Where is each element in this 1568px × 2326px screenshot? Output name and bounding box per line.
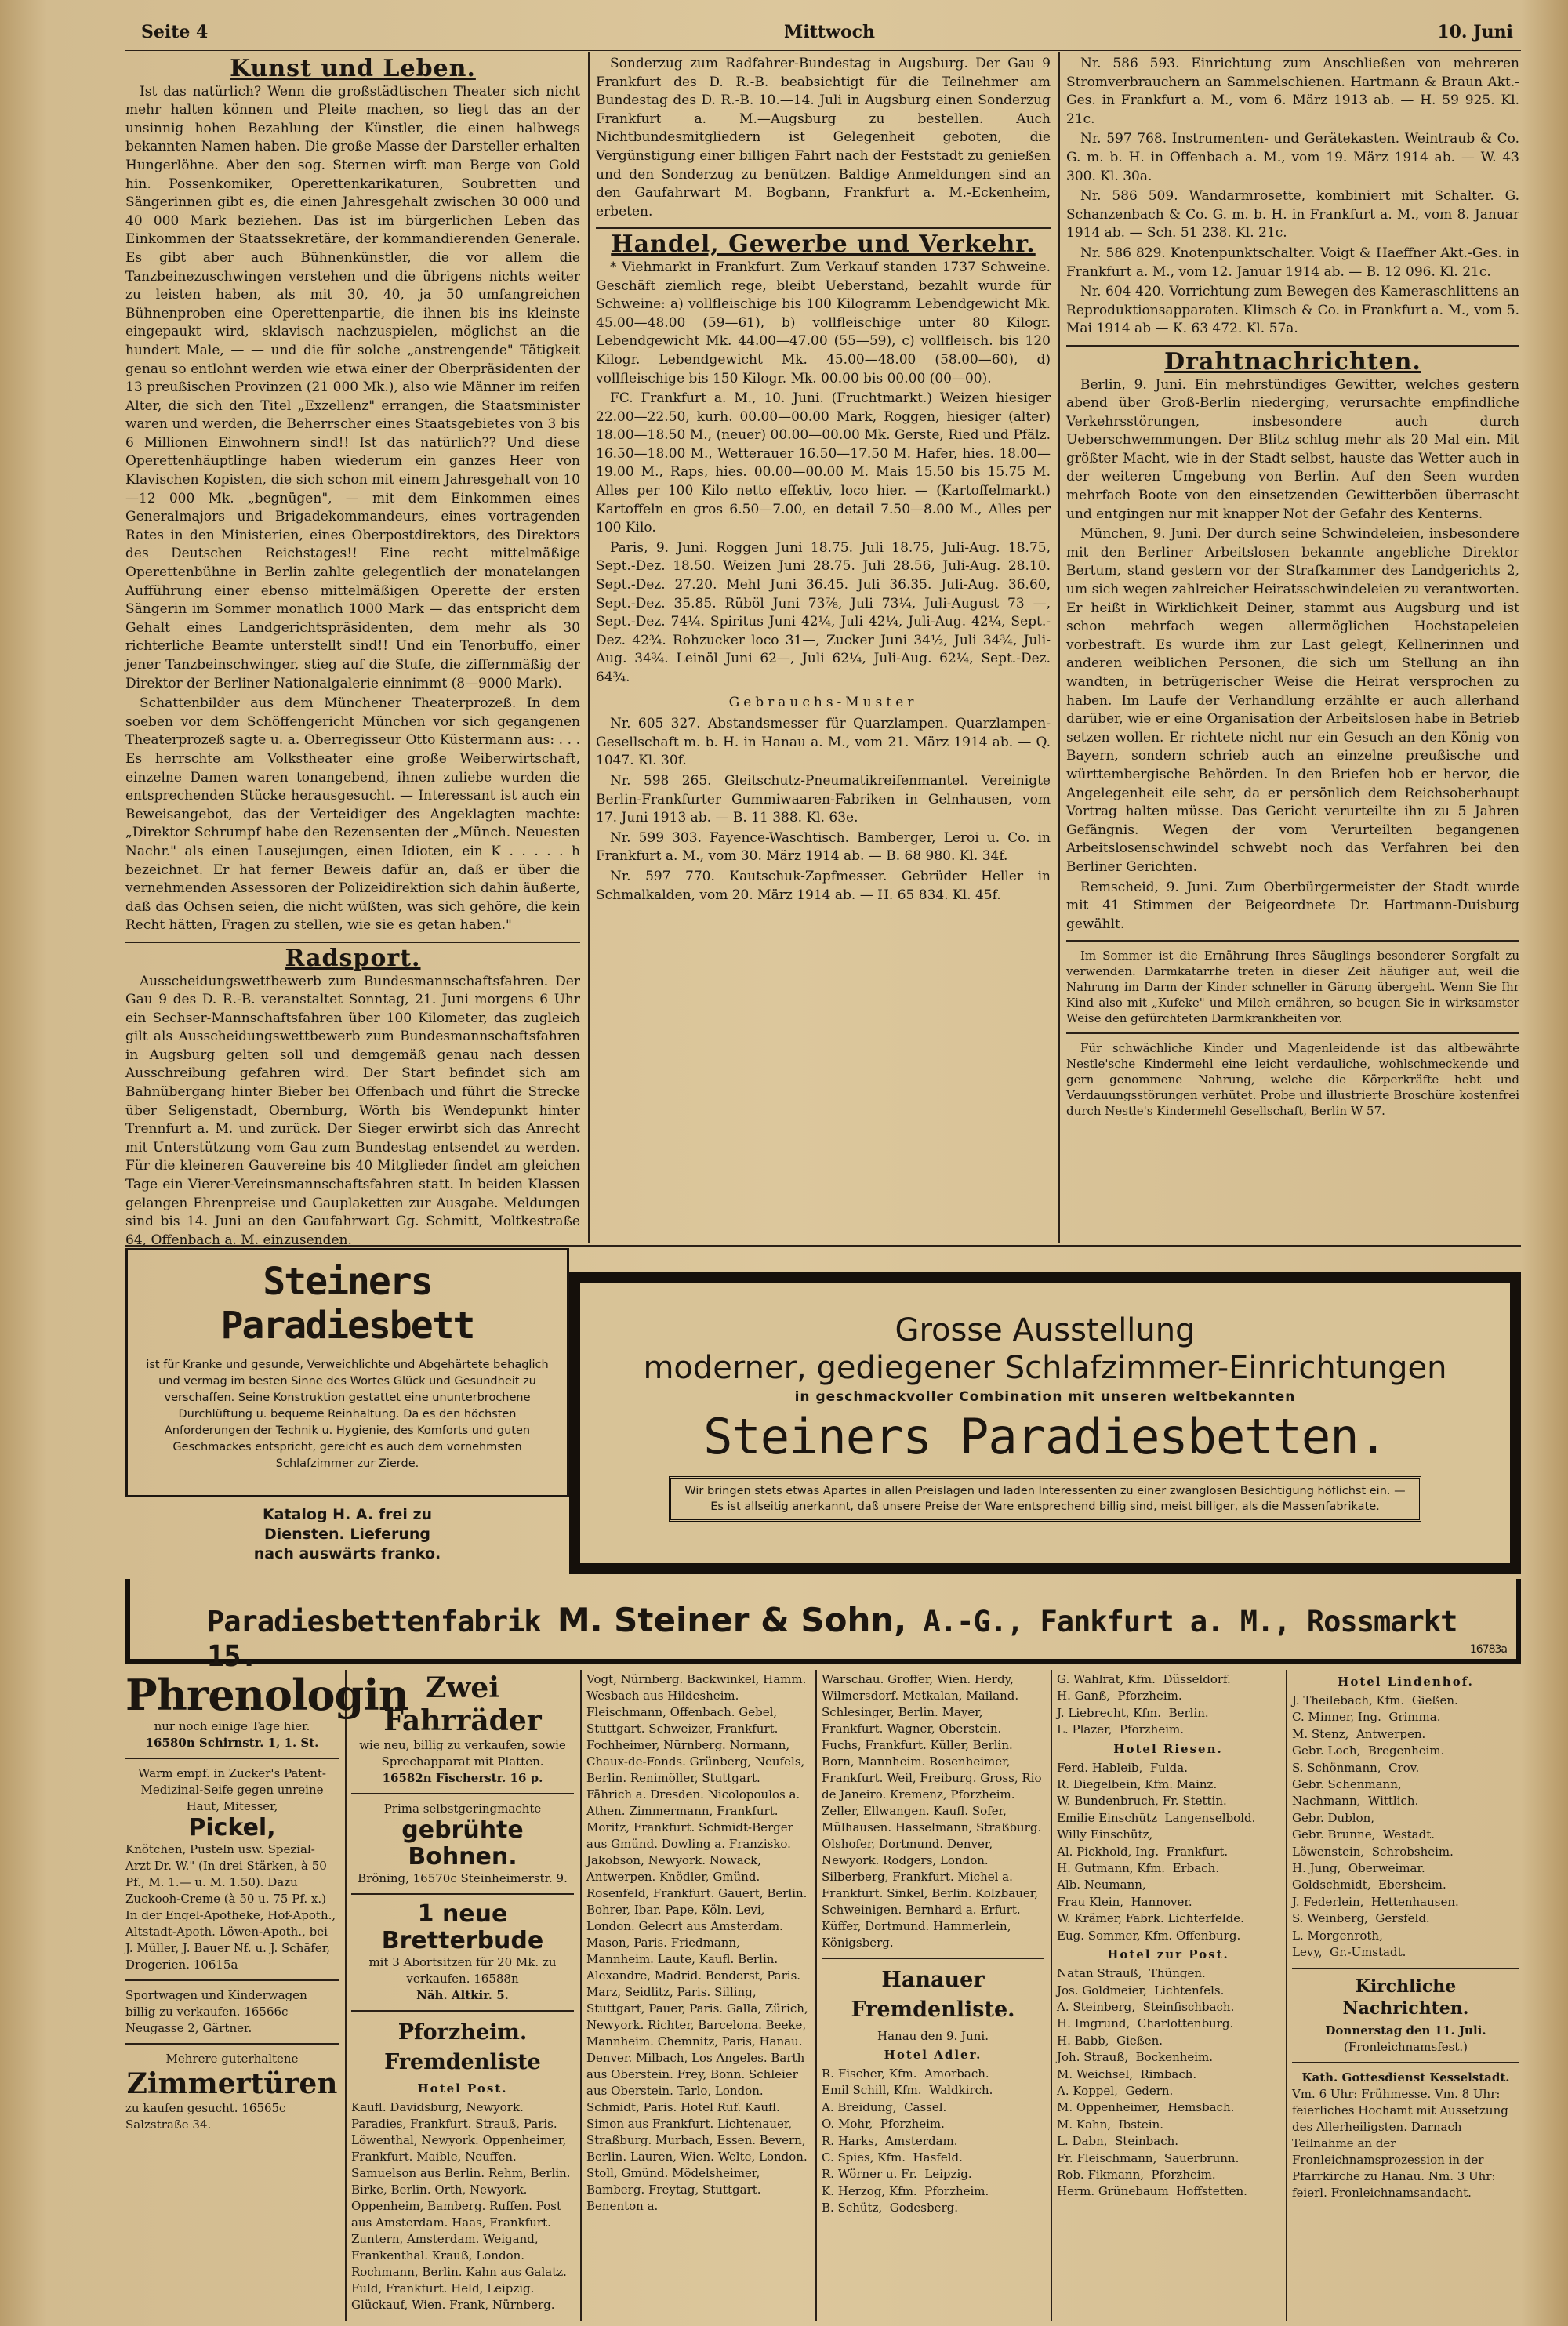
bohnen-ad-title: gebrühte Bohnen. — [401, 1816, 524, 1871]
kirch-sub: (Fronleichnamsfest.) — [1344, 2039, 1468, 2054]
classifieds-col-5 — [1057, 1671, 1279, 2322]
date: 10. Juni — [1437, 22, 1513, 42]
kunst-article-2: Schattenbilder aus dem Münchener Theaterprozeß. In dem soeben vor dem Schöffengericht München vor sich gegangenen Theaterprozeß sagte u. a. Oberregisseur Otto Küstermann aus: . . . Es herrschte am Volkstheater eine große Weiberwirtschaft, einzelne Damen waren tonangebend, ihnen zuliebe wurden die entsprechenden Stücke herausgesucht. — Interessant ist auch ein Beweisangebot, das der Verteidiger des Angeklagten machte: „Direktor Schrumpf habe den Rezensenten der „Münch. Neuesten Nachr." als einen Lausejungen, einen Idioten, ein K . . . . . h bezeichnet. Er hat ferner Beweis dafür an, daß er über die vernehmenden Assessoren der Polizeidirektion sich dahin äußerte, daß das Ochsen seien, die nicht wüßten, was sich gehöre, die kein Recht hätten, Fragen zu stellen, wie sie es getan haben." — [125, 695, 580, 934]
divider — [125, 1758, 339, 1759]
divider — [351, 1793, 574, 1794]
news-berlin: Berlin, 9. Juni. Ein mehrstündiges Gewitter, welches gestern abend über Groß-Berlin niederging, verursachte empfindliche Verkehrsstörungen, insbesondere auch durch Ueberschwemmungen. Der Blitz schlug mehr als 20 Mal ein. Mit größter Macht, wie in der Stadt selbst, hauste das Wetter auch in der weiteren Umgebung von Berlin. Auf den Seen wurden mehrfach Boote von den einsetzenden Gewitterböen überrascht und entgingen nur mit knapper Not der Gefahr des Kenterns. — [1066, 376, 1519, 522]
classifieds-col-4 — [822, 1671, 1044, 2322]
pforzheim-hotel: Hotel Post. — [417, 2081, 508, 2096]
column-2 — [596, 55, 1051, 1239]
patent-entry: Nr. 598 265. Gleitschutz-Pneumatikreifenmantel. Vereinigte Berlin-Frankfurter Gummiwaaren-Fabriken in Gelnhausen, vom 17. Juni 1913 ab. — B. 11 388. Kl. 63e. — [596, 772, 1051, 826]
patent-entry: Nr. 604 420. Vorrichtung zum Bewegen des Kameraschlittens an Reproduktionsapparaten. Klimsch & Co. in Frankfurt a. M., vom 5. Mai 1914 ab — K. 63 472. Kl. 57a. — [1066, 284, 1519, 337]
divider — [351, 1893, 574, 1895]
bohnen-ad-pre: Prima selbstgeringmachte — [383, 1802, 542, 1816]
column-rule — [1051, 1670, 1052, 2321]
hanau-hotel: Hotel Adler. — [884, 2048, 982, 2062]
pickel-ad-body: Knötchen, Pusteln usw. Spezial-Arzt Dr. W." (In drei Stärken, à 50 Pf., M. 1.— u. M. 1.50). Dazu Zuckooh-Creme (à 50 u. 75 Pf. x.) In der Engel-Apotheke, Hof-Apoth., Altstadt-Apoth. Löwen-Apoth., bei J. Müller, J. Bauer Nf. u. J. Schäfer, Drogerien. 10615a — [125, 1842, 336, 1972]
pickel-ad-pre: Warm empf. in Zucker's Patent-Medizinal-Seife gegen unreine Haut, Mitesser, — [138, 1766, 326, 1813]
fabrik-post: A.-G., Fankfurt a. M., Rossmarkt 15. — [207, 1605, 1457, 1673]
patent-entry: Nr. 586 593. Einrichtung zum Anschließen von mehreren Stromverbrauchern an Sammelschienen. Hartmann & Braun Akt.-Ges. in Frankfurt a. M., vom 6. März 1913 ab. — H. 59 925. Kl. 21c. — [1066, 56, 1519, 127]
kirch-kath: Kath. Gottesdienst Kesselstadt. — [1301, 2070, 1510, 2085]
bretterbude-ad-post: mit 3 Abortsitzen für 20 Mk. zu verkaufen. 16588n — [368, 1955, 557, 1986]
zimmer-ad-pre: Mehrere guterhaltene — [165, 2052, 299, 2066]
patent-entry: Nr. 586 509. Wandarmrosette, kombiniert mit Schalter. G. Schanzenbach & Co. G. m. b. H. in Frankfurt a. M., vom 8. Januar 1914 ab. — Sch. 51 238. Kl. 21c. — [1066, 188, 1519, 241]
hotel-heading: Hotel Lindenhof. — [1338, 1675, 1474, 1689]
fabrik-pre: Paradiesbettenfabrik — [207, 1605, 541, 1638]
column-rule — [345, 1670, 347, 2321]
divider — [1066, 940, 1519, 942]
ad-title: Steiners Paradiesbett — [220, 1260, 474, 1348]
zimmer-ad-title: Zimmertüren — [126, 2067, 338, 2100]
katalog-line: Katalog H. A. frei zu — [262, 1506, 433, 1523]
hanau-list: R. Fischer, Kfm. Amorbach. Emil Schill, Kfm. Waldkirch. A. Breidung, Cassel. O. Mohr, Pforzheim. R. Harks, Amsterdam. C. Spies, Kfm. Hasfeld. R. Wörner u. Fr. Leipzig. K. Herzog, Kfm. Pforzheim. B. Schütz, Godesberg. — [822, 2067, 993, 2215]
running-header — [125, 17, 1521, 51]
column-rule — [1286, 1670, 1287, 2321]
divider — [125, 2043, 339, 2045]
radsport-article-1: Ausscheidungswettbewerb zum Bundesmannschaftsfahren. Der Gau 9 des D. R.-B. veranstaltet Sonntag, 21. Juni morgens 6 Uhr ein Sechser-Mannschaftsfahren über 100 Kilometer, das zugleich gilt als Ausscheidungswettbewerb zum Bundesmannschaftsfahren in Augsburg gelten soll und demgemäß genau nach dessen Ausschreibung gefahren wird. Der Start befindet sich am Bahnübergang hinter Bieber bei Offenbach und führt die Strecke über Seligenstadt, Obernburg, Wörth bis Wendepunkt hinter Trennfurt a. M. und zurück. Der Sieger erwirbt sich das Anrecht mit Unterstützung vom Gau zum Bundestag entsendet zu werden. Für die kleineren Gauvereine bis 40 Mitglieder findet am gleichen Tage ein Vierer-Vereinsmannschaftsfahren statt. In beiden Klassen gelangen Ehrenpreise und Gauplaketten zur Ausgabe. Meldungen sind bis 14. Juni an den Gaufahrwart Gg. Schmitt, Moltkestraße 64, Offenbach a. M. einzusenden. — [125, 973, 580, 1248]
ad-box: Wir bringen stets etwas Apartes in allen Preislagen und laden Interessenten zu einer zwanglosen Besichtigung höflichst ein. — Es ist allseitig anerkannt, daß unsere Preise der Ware entsprechend billig sind, meist billiger, als die Massenfabrikate. — [669, 1476, 1421, 1522]
kirch-date: Donnerstag den 11. Juli. — [1325, 2023, 1486, 2038]
patent-entry: Nr. 586 829. Knotenpunktschalter. Voigt & Haeffner Akt.-Ges. in Frankfurt a. M., vom 12. Januar 1914 ab. — B. 12 096. Kl. 21c. — [1066, 245, 1519, 280]
page-number: Seite 4 — [141, 22, 209, 42]
ad-grosse-ausstellung — [569, 1272, 1521, 1574]
hotel-heading: Hotel zur Post. — [1107, 1947, 1229, 1962]
kunst-article-1: Ist das natürlich? Wenn die großstädtischen Theater sich nicht mehr halten können und Pleite machen, so liegt das an der unsinnig hohen Bezahlung der Künstler, die einen halbwegs bekannten Namen haben. Die große Masse der Darsteller erhalten Hungerlöhne. Aber den sog. Sternen wirft man Berge von Gold hin. Possenkomiker, Operettenkarikaturen, Soubretten und Sängerinnen gibt es, die einen Jahresgehalt zwischen 30 000 und 40 000 Mark beziehen. Das ist im bürgerlichen Leben das Einkommen der Staatssekretäre, der kommandierenden Generale. Es gibt aber auch Bühnenkünstler, die vor allem die Tanzbeinezuschwingen verstehen und die übrigens nichts weiter zu leisten haben, als mit 30, 40, ja 50 umfangreichen Bühnenproben eine Operettenpartie, die ihnen bis ins kleinste eingepaukt wird, sklavisch nachzuspielen, möglichst an die hundert Male, — — und die für solche „anstrengende" Tätigkeit genau so entlohnt werden wie etwa einer der Oberpräsidenten der 13 preußischen Provinzen (21 000 Mk.), also wie Männer im reifen Alter, die sich den Titel „Exzellenz" errangen, die Staatsminister waren und werden, die Beherrscher eines Staatsgebietes von 3 bis 6 Millionen Einwohnern sind!! Ist das natürlich?? Und diese Operettenhäuptlinge haben wiederum ein ganzes Heer von Klavischen Kopisten, die sich schon mit einem Jahresgehalt von 10—12 000 Mk. „begnügen", — mit dem Einkommen eines Generalmajors und Brigadekommandeurs, eines vortragenden Rates in den Ministerien, eines Oberpostdirektors, des Direktors des Deutschen Reichstages!! Eine recht mittelmäßige Operettenbühne in Berlin zahlte gelegentlich der monatelangen Aufführung einer ebenso mittelmäßigen Operette der ersten Sängerin im Sommer monatlich 1000 Mark — das entspricht dem Gehalt eines Landgerichtspräsidenten, dem mehr als 30 richterliche Beamte unterstellt sind!! Und ein Tenorbuffo, einer jener Tanzbeinschwinger, stieg auf die Stufe, die ziffernmäßig der Direktor der Berliner Nationalgalerie einnimmt (8—9000 Mark). — [125, 83, 580, 691]
divider — [125, 1979, 339, 1981]
guest-list: Vogt, Nürnberg. Backwinkel, Hamm. Wesbach aus Hildesheim. Fleischmann, Offenbach. Gebel, Stuttgart. Schweizer, Frankfurt. Fochheimer, Nürnberg. Normann, Chaux-de-Fonds. Grünberg, Neufels, Berlin. Renimöller, Stuttgart. Fährich a. Dresden. Nicolopoulos a. Athen. Zimmermann, Frankfurt. Moritz, Frankfurt. Schmidt-Berger aus Gmünd. Dowling a. Franzisko. Jakobson, Newyork. Nowack, Antwerpen. Knödler, Gmünd. Rosenfeld, Frankfurt. Gauert, Berlin. Bohrer, Ibar. Pape, Köln. Levi, London. Gelecrt aus Amsterdam. Mason, Paris. Friedmann, Mannheim. Laute, Kaufl. Berlin. Alexandre, Madrid. Benderst, Paris. Marz, Seidlitz, Paris. Silling, Stuttgart, Pauer, Paris. Galla, Zürich, Newyork. Richter, Barcelona. Beeke, Mannheim. Chemnitz, Paris, Hanau. Denver. Milbach, Los Angeles. Barth aus Oberstein. Frey, Bonn. Schleier aus Oberstein. Tarlo, London. Schmidt, Paris. Hotel Ruf. Kaufl. Simon aus Frankfurt. Lichtenauer, Straßburg. Murbach, Essen. Bevern, Berlin. Lauren, Wien. Welte, London. Stoll, Gmünd. Mödelsheimer, Bamberg. Freytag, Stuttgart. Benenton a. — [586, 1672, 808, 2213]
column-rule — [588, 52, 590, 1243]
pforzheim-list-title: Pforzheim. Fremdenliste — [384, 2020, 541, 2074]
hotel-heading: Hotel Riesen. — [1113, 1741, 1223, 1756]
guest-list: Ferd. Hableib, Fulda. R. Diegelbein, Kfm. Mainz. W. Bundenbruch, Fr. Stettin. Emilie Einschütz Langenselbold. Willy Einschütz, Al. Pickhold, Ing. Frankfurt. H. Gutmann, Kfm. Erbach. Alb. Neumann, Frau Klein, Hannover. W. Krämer, Fabrk. Lichterfelde. Eug. Sommer, Kfm. Offenburg. — [1057, 1760, 1256, 1943]
guest-list: Warschau. Groffer, Wien. Herdy, Wilmersdorf. Metkalan, Mailand. Schlesinger, Berlin. Mayer, Frankfurt. Wagner, Oberstein. Fuchs, Frankfurt. Küller, Berlin. Born, Mannheim. Rosenheimer, Frankfurt. Weil, Freiburg. Gross, Rio de Janeiro. Kremenz, Pforzheim. Zeller, Ellwangen. Kaufl. Sofer, Mülhausen. Hasselmann, Straßburg. Olshofer, Dortmund. Denver, Newyork. Rodgers, London. Silberberg, Frankfurt. Michel a. Frankfurt. Sinkel, Berlin. Kolzbauer, Schweinigen. Bernhard a. Erfurt. Küffer, Dortmund. Hammerlein, Königsberg. — [822, 1672, 1042, 1950]
zimmer-ad-post: zu kaufen gesucht. 16565c Salzstraße 34. — [125, 2101, 286, 2132]
hanau-list-title: Hanauer Fremdenliste. — [851, 1968, 1015, 2022]
column-rule — [815, 1670, 817, 2321]
section-title-radsport: Radsport. — [285, 944, 421, 972]
patent-entry: Nr. 597 770. Kautschuk-Zapfmesser. Gebrüder Heller in Schmalkalden, vom 20. März 1914 ab. — H. 65 834. Kl. 45f. — [596, 868, 1051, 903]
fahrrad-ad-sub: wie neu, billig zu verkaufen, sowie Sprechapparat mit Platten. — [359, 1738, 566, 1769]
bretterbude-ad-title: 1 neue Bretterbude — [381, 1900, 544, 1954]
hanau-date: Hanau den 9. Juni. — [877, 2029, 989, 2043]
divider — [1066, 345, 1519, 347]
patent-entry: Nr. 597 768. Instrumenten- und Gerätekasten. Weintraub & Co. G. m. b. H. in Offenbach a. M., vom 19. März 1914 ab. — W. 43 300. Kl. 30a. — [1066, 131, 1519, 184]
divider — [351, 2010, 574, 2012]
katalog-line: nach auswärts franko. — [253, 1545, 441, 1562]
ad-line: Steiners Paradiesbetten. — [703, 1408, 1387, 1465]
radsport-article-2: Sonderzug zum Radfahrer-Bundestag in Augsburg. Der Gau 9 Frankfurt des D. R.-B. beabsichtigt für die Teilnehmer am Bundestag des D. R.-B. 10.—14. Juli in Augsburg einen Sonderzug Frankfurt a. M.—Augsburg zu bestellen. Auch Nichtbundesmitgliedern ist Gelegenheit geboten, die Vergünstigung einer billigen Fahrt nach der Feststadt zu genießen und den Sonderzug zu benützen. Baldige Anmeldungen sind an den Gaufahrwart M. Bogbann, Frankfurt a. M.-Eckenheim, erbeten. — [596, 56, 1051, 220]
divider — [1066, 1032, 1519, 1034]
ad-katalog — [125, 1505, 569, 1568]
notice-nestle: Für schwächliche Kinder und Magenleidende ist das altbewährte Nestle'sche Kindermehl eine leicht verdauliche, wohlschmeckende und gern genommene Nahrung, welche die Körperkräfte hebt und Verdauungsstörungen verhütet. Probe und illustrierte Broschüre kostenfrei durch Nestle's Kindermehl Gesellschaft, Berlin W 57. — [1066, 1041, 1519, 1119]
fahrrad-ad-title: Zwei Fahrräder — [383, 1671, 542, 1737]
section-title-draht: Drahtnachrichten. — [1164, 347, 1421, 376]
guest-list: J. Theilebach, Kfm. Gießen. C. Minner, Ing. Grimma. M. Stenz, Antwerpen. Gebr. Loch, Bregenheim. S. Schönmann, Crov. Gebr. Schenmann, Nachmann, Wittlich. Gebr. Dublon, Gebr. Brunne, Westadt. Löwenstein, Schrobsheim. H. Jung, Oberweimar. Goldschmidt, Ebersheim. J. Federlein, Hettenhausen. S. Weinberg, Gersfeld. L. Morgenroth, Levy, Gr.-Umstadt. — [1292, 1693, 1459, 1960]
divider — [125, 942, 580, 943]
kirch-title: Kirchliche Nachrichten. — [1342, 1976, 1469, 2019]
ad-number: 16783a — [1469, 1643, 1507, 1656]
classifieds-col-1 — [125, 1670, 409, 2322]
katalog-line: Diensten. Lieferung — [263, 1526, 430, 1543]
ad-steiners-paradiesbett — [125, 1248, 569, 1497]
ad-line: Grosse Ausstellung — [895, 1312, 1196, 1348]
fabrik-firm: M. Steiner & Sohn, — [557, 1601, 907, 1639]
fahrrad-ad-addr: 16582n Fischerstr. 16 p. — [382, 1771, 543, 1785]
classifieds-col-6 — [1292, 1671, 1519, 2322]
patent-entry: Nr. 605 327. Abstandsmesser für Quarzlampen. Quarzlampen-Gesellschaft m. b. H. in Hanau a. M., vom 21. März 1914 ab. — Q. 1047. Kl. 30f. — [596, 716, 1051, 769]
column-rule — [1058, 52, 1060, 1243]
viehmarkt: * Viehmarkt in Frankfurt. Zum Verkauf standen 1737 Schweine. Geschäft ziemlich rege, bleibt Ueberstand, bezahlt wurde für Schweine: a) vollfleischige bis 100 Kilogramm Lebendgewicht Mk. 45.00—48.00 (59—61), b) vollfleischige unter 80 Kilogr. Lebendgewicht Mk. 44.00—47.00 (55—59), c) vollfleisch. bis 120 Kilogr. Lebendgewicht Mk. 45.00—48.00 (58.00—60), d) vollfleischige bis 150 Kilogr. Mk. 00.00 bis 00.00 (00—00). — [596, 259, 1051, 386]
guest-list: Natan Strauß, Thüngen. Jos. Goldmeier, Lichtenfels. A. Steinberg, Steinfischbach. H. Imgrund, Charlottenburg. H. Babb, Gießen. Joh. Strauß, Bockenheim. M. Weichsel, Rimbach. A. Koppel, Gedern. M. Oppenheimer, Hemsbach. M. Kahn, Ibstein. L. Dabn, Steinbach. Fr. Fleischmann, Sauerbrunn. Rob. Fikmann, Pforzheim. Herm. Grünebaum Hoffstetten. — [1057, 1966, 1247, 2199]
column-3 — [1066, 55, 1519, 1239]
patent-entry: Nr. 599 303. Fayence-Waschtisch. Bamberger, Leroi u. Co. in Frankfurt a. M., vom 30. März 1914 ab. — B. 68 980. Kl. 34f. — [596, 829, 1051, 865]
pforzheim-list: Kaufl. Davidsburg, Newyork. Paradies, Frankfurt. Strauß, Paris. Löwenthal, Newyork. Oppenheimer, Frankfurt. Maible, Neuffen. Samuelson aus Berlin. Rehm, Berlin. Birke, Berlin. Orth, Newyork. Oppenheim, Bamberg. Ruffen. Post aus Amsterdam. Haas, Frankfurt. Zuntern, Amsterdam. Weigand, Frankenthal. Krauß, London. Rochmann, Berlin. Kahn aus Galatz. Fuld, Frankfurt. Held, Leipzig. Glückauf, Wien. Frank, Nürnberg. — [351, 2100, 571, 2312]
classifieds-col-3 — [586, 1671, 809, 2322]
gebrauchsmuster-heading: Gebrauchs-Muster — [728, 694, 918, 710]
weekday: Mittwoch — [784, 22, 876, 42]
phren-ad-addr: 16580n Schirnstr. 1, 1. St. — [145, 1736, 319, 1750]
divider — [1292, 1968, 1519, 1969]
fruchtmarkt: FC. Frankfurt a. M., 10. Juni. (Fruchtmarkt.) Weizen hiesiger 22.00—22.50, kurh. 00.00—00.00 Mark, Roggen, hiesiger (alter) 18.00—18.50 M., (neuer) 00.00—00.00 Mk. Gerste, Ried und Pfälz. 16.50—18.00 M., Wetterauer 16.50—17.50 M. Hafer, hies. 18.00—19.00 M., Raps, hies. 00.00—00.00 M. Mais 15.50 bis 15.75 M. Alles per 100 Kilo netto effektiv, loco hier. — (Kartoffelmarkt.) Kartoffeln en gros 6.50—7.00, en detail 7.50—8.00 M., Alles per 100 Kilo. — [596, 390, 1051, 536]
notice-kufeke: Im Sommer ist die Ernährung Ihres Säuglings besonderer Sorgfalt zu verwenden. Darmkatarrhe treten in dieser Zeit häufiger auf, weil die Nahrung im Darm der Kinder schneller in Gärung übergeht. Wenn Sie Ihr Kind also mit „Kufeke" und Milch ernähren, so beugen Sie in wirksamster Weise den gefürchteten Darmkrankheiten vor. — [1066, 949, 1519, 1026]
section-title-kunst: Kunst und Leben. — [230, 55, 476, 82]
phren-ad-title: Phrenologin — [125, 1670, 409, 1720]
kinderwagen-ad: Sportwagen und Kinderwagen billig zu verkaufen. 16566c Neugasse 2, Gärtner. — [125, 1988, 307, 2035]
ad-top-rule — [125, 1245, 1521, 1247]
ad-body: ist für Kranke und gesunde, Verweichlichte und Abgehärtete behaglich und vermag im besten Sinne des Wortes Glück und Gesundheit zu verschaffen. Seine Konstruktion gestattet eine ununterbrochene Durchlüftung u. bequeme Reinhaltung. Da es den höchsten Anforderungen der Technik u. Hygienie, des Komforts und guten Geschmackes entspricht, gereicht es auch dem vornehmsten Schlafzimmer zur Zierde. — [146, 1359, 549, 1470]
ad-line: in geschmackvoller Combination mit unseren weltbekannten — [794, 1389, 1296, 1405]
classifieds-col-2 — [351, 1671, 574, 2322]
column-rule — [580, 1670, 582, 2321]
kirch-body: Vm. 6 Uhr: Frühmesse. Vm. 8 Uhr: feierliches Hochamt mit Aussetzung des Allerheiligsten. Darnach Teilnahme an der Fronleichnamsprozession in der Pfarrkirche zu Hanau. Nm. 3 Uhr: feierl. Fronleichnamsandacht. — [1292, 2086, 1508, 2200]
section-title-handel: Handel, Gewerbe und Verkehr. — [611, 230, 1036, 259]
news-remscheid: Remscheid, 9. Juni. Zum Oberbürgermeister der Stadt wurde mit 41 Stimmen der Beigeordnete Dr. Hartmann-Duisburg gewählt. — [1066, 879, 1519, 932]
news-muenchen: München, 9. Juni. Der durch seine Schwindeleien, insbesondere mit den Berliner Arbeitslosen bekannte angebliche Direktor Bertum, stand gestern vor der Strafkammer des Landgerichts 2, um sich wegen zahlreicher Heiratsschwindeleien zu verantworten. Er heißt in Wirklichkeit Deiner, stammt aus Augsburg und ist schon mehrfach wegen allermöglichen Hochstapeleien vorbestraft. Es wurde ihm zur Last gelegt, Kellnerinnen und anderen weiblichen Personen, die sich um Stellung an ihn wandten, in betrügerischer Weise die Heirat versprochen zu haben. Im Laufe der Verhandlung erzählte er auch allerhand darüber, wie er eine Organisation der Arbeitslosen habe in Betrieb setzen wollen. Er richtete nicht nur ein Gesuch an den König von Bayern, sondern schrieb auch an einzelne preußische und württembergische Behörden. In den Briefen hob er hervor, die Angelegenheit eile sehr, da er persönlich dem Reichsoberhaupt Vortrag halten müsse. Das Gericht verurteilte ihn zu 5 Jahren Gefängnis. Wegen der vom Verurteilten begangenen Arbeitslosenschwindel schwebt noch das Verfahren bei den Berliner Gerichten. — [1066, 526, 1519, 875]
divider — [822, 1958, 1044, 1959]
ad-line: moderner, gediegener Schlafzimmer-Einrichtungen — [643, 1350, 1447, 1386]
bohnen-ad-post: Bröning, 16570c Steinheimerstr. 9. — [358, 1871, 568, 1885]
divider — [1292, 2062, 1519, 2063]
bretterbude-ad-addr: Näh. Altkir. 5. — [416, 1988, 509, 2002]
guest-list: G. Wahlrat, Kfm. Düsseldorf. H. Ganß, Pforzheim. J. Liebrecht, Kfm. Berlin. L. Plazer, Pforzheim. — [1057, 1672, 1231, 1737]
divider — [596, 227, 1051, 229]
column-1 — [125, 55, 580, 1248]
ad-paradiesbettenfabrik — [125, 1579, 1521, 1673]
phren-ad-sub: nur noch einige Tage hier. — [154, 1719, 310, 1733]
pickel-ad-title: Pickel, — [188, 1814, 276, 1842]
paris-market: Paris, 9. Juni. Roggen Juni 18.75. Juli 18.75, Juli-Aug. 18.75, Sept.-Dez. 18.50. Weizen Juni 28.75. Juli 28.56, Juli-Aug. 28.10. Sept.-Dez. 27.20. Mehl Juni 36.45. Juli 36.35. Juli-Aug. 36.60, Sept.-Dez. 35.85. Rüböl Juni 73⅞, Juli 73¼, Juli-August 73 —, Sept.-Dez. 74¼. Spiritus Juni 42¼, Juli 42¼, Juli-Aug. 42¼, Sept.-Dez. 42¾. Rohzucker loco 31—, Zucker Juni 34½, Juli 34¾, Juli-Aug. 34¾. Leinöl Juni 62—, Juli 62¼, Juli-Aug. 62¼, Sept.-Dez. 64¾. — [596, 539, 1051, 685]
